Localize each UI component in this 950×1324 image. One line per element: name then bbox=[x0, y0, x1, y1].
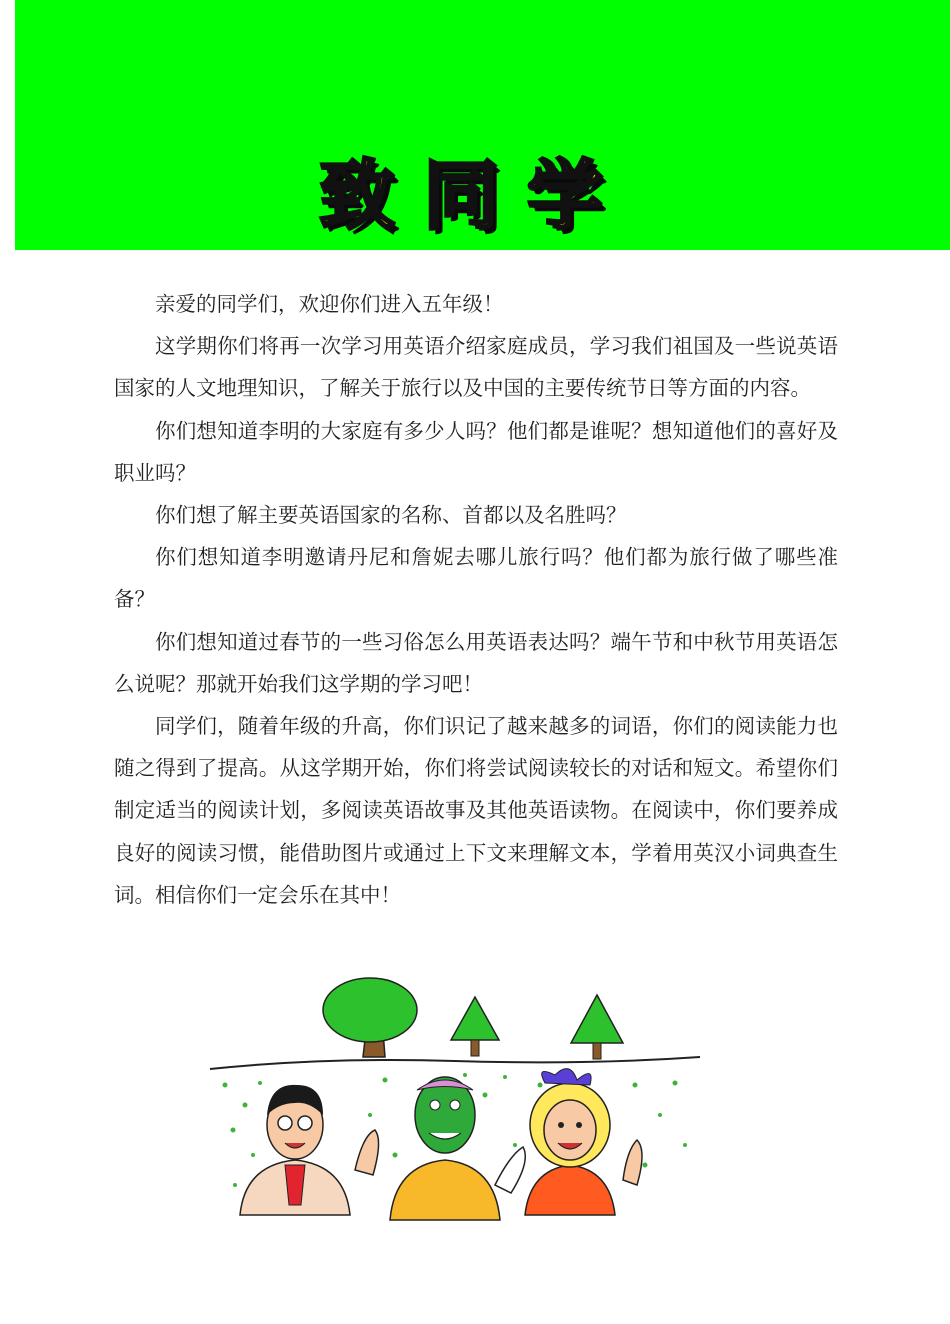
boy-character bbox=[240, 1085, 379, 1215]
letter-paragraph: 你们想知道李明的大家庭有多少人吗？他们都是谁呢？想知道他们的喜好及职业吗？ bbox=[114, 418, 838, 485]
small-tree-right bbox=[571, 995, 623, 1059]
letter-paragraph: 你们想知道李明邀请丹尼和詹妮去哪儿旅行吗？他们都为旅行做了哪些准备？ bbox=[114, 545, 838, 612]
letter-body bbox=[114, 283, 838, 916]
turtle-character bbox=[390, 1077, 525, 1220]
letter-paragraph: 你们想了解主要英语国家的名称、首都以及名胜吗？ bbox=[155, 503, 627, 528]
cartoon-illustration bbox=[205, 965, 705, 1245]
letter-paragraph: 你们想知道过春节的一些习俗怎么用英语表达吗？端午节和中秋节用英语怎么说呢？那就开始我们这学期的学习吧！ bbox=[114, 629, 838, 696]
letter-paragraph: 同学们，随着年级的升高，你们识记了越来越多的词语，你们的阅读能力也随之得到了提高。从这学期开始，你们将尝试阅读较长的对话和短文。希望你们制定适当的阅读计划，多阅读英语故事及其他英语读物。在阅读中，你们要养成良好的阅读习惯，能借助图片或通过上下文来理解文本，学着用英汉小词典查生词。相信你们一定会乐在其中！ bbox=[114, 714, 838, 907]
girl-character bbox=[525, 1069, 642, 1215]
big-tree bbox=[323, 978, 417, 1057]
letter-paragraph: 这学期你们将再一次学习用英语介绍家庭成员，学习我们祖国及一些说英语国家的人文地理知识，了解关于旅行以及中国的主要传统节日等方面的内容。 bbox=[114, 334, 838, 401]
greeting-paragraph: 亲爱的同学们，欢迎你们进入五年级！ bbox=[155, 292, 504, 316]
ground-line bbox=[210, 1057, 700, 1069]
small-tree-left bbox=[451, 997, 499, 1056]
page-title: 致同学 bbox=[319, 151, 631, 240]
